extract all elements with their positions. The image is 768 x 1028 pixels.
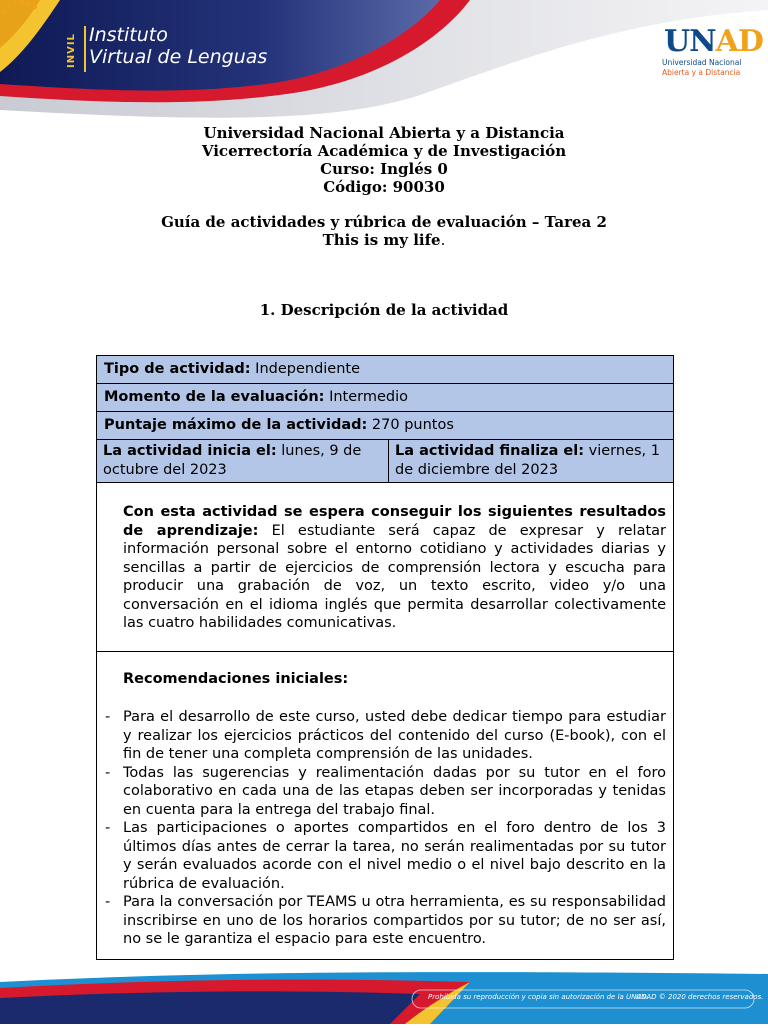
brand-line-1: Instituto — [89, 24, 168, 46]
list-dash: - — [105, 764, 111, 781]
row-dates — [97, 440, 673, 483]
learning-outcomes — [97, 483, 673, 652]
brand-line-2: Virtual de Lenguas — [89, 46, 268, 68]
guide-title: Guía de actividades y rúbrica de evaluación – Tarea 2 — [161, 213, 607, 231]
brand-vertical-text: INVIL — [66, 33, 77, 68]
heading-code: Código: 90030 — [323, 178, 445, 196]
guide-subtitle-suffix: . — [440, 231, 446, 249]
inicia-label: La actividad inicia el: — [103, 443, 277, 459]
footer-copy-notice: Prohibida su reproducción y copia sin autorización de la UNAD. — [428, 993, 649, 1001]
brand-divider — [84, 26, 86, 72]
cell-end-date — [389, 440, 673, 482]
university-heading — [0, 124, 768, 196]
section-title: 1. Descripción de la actividad — [259, 301, 509, 319]
momento-label: Momento de la evaluación: — [104, 389, 325, 405]
cell-start-date — [97, 440, 389, 482]
brand-title — [89, 24, 267, 68]
guide-subtitle: This is my life — [322, 231, 441, 249]
list-dash: - — [105, 894, 111, 910]
list-item: - Todas las sugerencias y realimentación dadas por su tutor en el foro colaborativo en cada una de las etapas deben ser incorporadas y tenidas en cuenta para la entrega del trabajo final. — [105, 764, 666, 818]
list-dash: - — [105, 820, 111, 836]
unad-logo-subtitle-2: Abierta y a Distancia — [662, 68, 741, 77]
list-item: - Para el desarrollo de este curso, usted debe dedicar tiempo para estudiar y realizar los ejercicios prácticos del contenido del curso (E-book), con el fin de tener una completa comprensión de las unidades. — [105, 709, 666, 762]
tipo-label: Tipo de actividad: — [104, 361, 251, 377]
outcomes-text: El estudiante será capaz de expresar y relatar información personal sobre el entorno cotidiano y actividades diarias y sencillas a partir de ejercicios de comprensión lectora y escucha para producir una grabación de voz, un texto escrito, video y/o una conversación en el idioma inglés que permita desarrollar colectivamente las cuatro habilidades comunicativas. — [123, 522, 666, 631]
recommendations-list — [105, 708, 666, 949]
puntaje-value: 270 puntos — [367, 417, 454, 433]
unad-logo-accent: AD — [715, 24, 763, 59]
outcomes-label: Con esta actividad se espera conseguir los siguientes resultados de aprendizaje: — [123, 504, 666, 539]
unad-logo — [664, 24, 763, 59]
unad-logo-main: UN — [664, 24, 716, 59]
unad-logo-subtitle-1: Universidad Nacional — [662, 58, 742, 67]
tipo-value: Independiente — [250, 361, 361, 377]
guide-heading — [0, 213, 768, 249]
heading-university: Universidad Nacional Abierta y a Distancia — [203, 124, 565, 142]
recommendations-title: Recomendaciones iniciales: — [123, 670, 349, 687]
activity-table — [96, 355, 674, 960]
unad-logo-dots-icon — [0, 0, 40, 14]
row-momento — [97, 384, 673, 412]
list-item: - Las participaciones o aportes compartidos en el foro dentro de los 3 últimos días antes de cerrar la tarea, no serán realimentadas por su tutor y serán evaluados acorde con el nivel medio o el nivel bajo descrito en la rúbrica de evaluación. — [105, 820, 666, 892]
inicia-value: lunes, 9 de octubre del 2023 — [103, 443, 362, 478]
puntaje-label: Puntaje máximo de la actividad: — [104, 417, 368, 433]
row-puntaje — [97, 412, 673, 440]
heading-vicerrectoria: Vicerrectoría Académica y de Investigación — [201, 142, 567, 160]
initial-recommendations — [97, 652, 673, 959]
row-tipo — [97, 356, 673, 384]
heading-course: Curso: Inglés 0 — [320, 160, 448, 178]
momento-value: Intermedio — [324, 389, 409, 405]
footer-rights-notice: UNAD © 2020 derechos reservados. — [636, 993, 764, 1001]
finaliza-label: La actividad finaliza el: — [395, 443, 585, 459]
finaliza-value: viernes, 1 de diciembre del 2023 — [395, 443, 661, 478]
list-item: - Para la conversación por TEAMS u otra herramienta, es su responsabilidad inscribirse en uno de los horarios compartidos por su tutor; de no ser así, no se le garantiza el espacio para este encuentro. — [105, 894, 666, 947]
page-header — [0, 0, 768, 130]
list-dash: - — [105, 709, 111, 725]
